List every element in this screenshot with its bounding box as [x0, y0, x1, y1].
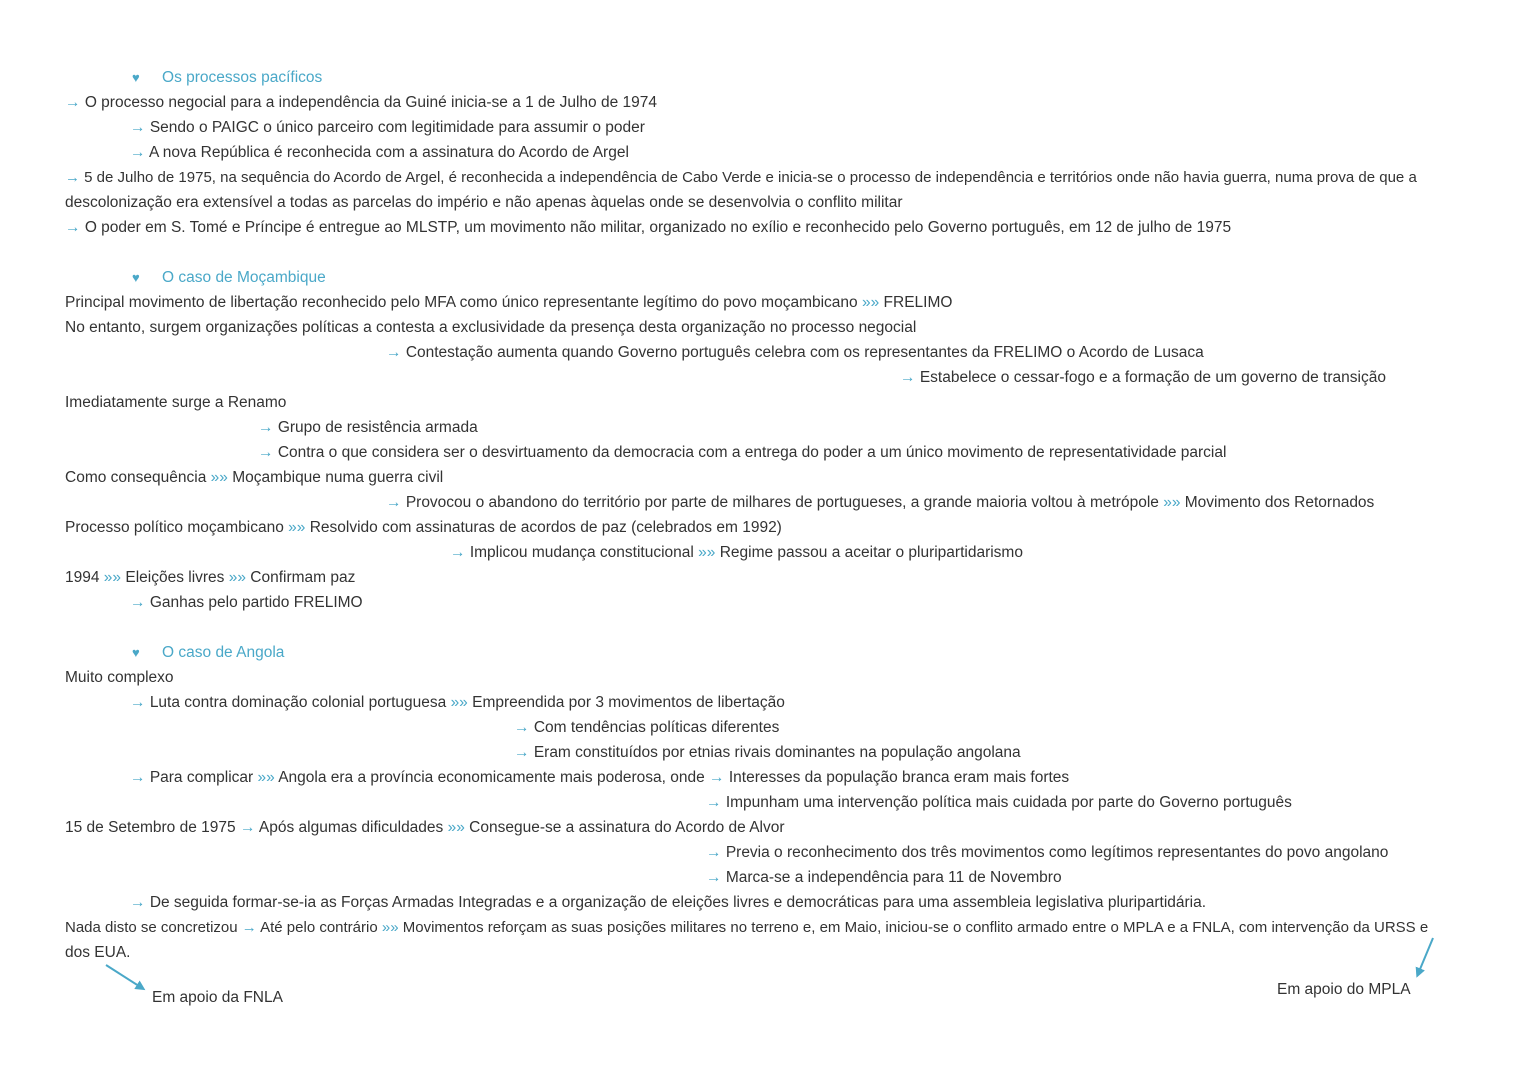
- text-line: → Impunham uma intervenção política mais cuidada por parte do Governo português: [706, 794, 1292, 811]
- heart-icon: ♥: [132, 70, 140, 85]
- arrow-icon: →: [706, 794, 722, 811]
- arrow-mpla-icon: [1418, 938, 1433, 974]
- text-line: Processo político moçambicano »» Resolvido com assinaturas de acordos de paz (celebrados em 1992): [65, 519, 782, 536]
- text-line: → O processo negocial para a independência da Guiné inicia-se a 1 de Julho de 1974: [65, 94, 657, 111]
- text-line: → Com tendências políticas diferentes: [514, 719, 780, 736]
- section-title: O caso de Moçambique: [162, 269, 326, 286]
- arrow-icon: →: [450, 544, 466, 561]
- arrow-icon: →: [258, 444, 274, 461]
- text-line: → De seguida formar-se-ia as Forças Armadas Integradas e a organização de eleições livres e democráticas para uma assembleia legislativa pluripartidária.: [130, 894, 1207, 911]
- heart-icon: ♥: [132, 270, 140, 285]
- text-line: → Previa o reconhecimento dos três movimentos como legítimos representantes do povo angolano: [706, 844, 1389, 861]
- separator-icon: »»: [103, 569, 122, 586]
- arrow-icon: →: [130, 144, 146, 161]
- arrow-icon: →: [241, 919, 257, 936]
- text-line: → Luta contra dominação colonial portuguesa »» Empreendida por 3 movimentos de libertação: [130, 694, 785, 711]
- text-line: → Ganhas pelo partido FRELIMO: [130, 594, 363, 611]
- arrow-icon: →: [386, 494, 402, 511]
- arrow-icon: →: [130, 119, 146, 136]
- text-line: No entanto, surgem organizações políticas a contesta a exclusividade da presença desta organização no processo negocial: [65, 319, 917, 336]
- arrow-icon: →: [65, 169, 80, 186]
- text-line: → O poder em S. Tomé e Príncipe é entregue ao MLSTP, um movimento não militar, organizado no exílio e reconhecido pelo Governo português, em 12 de julho de 1975: [65, 219, 1232, 236]
- section-heading-pacificos: [132, 65, 322, 90]
- arrow-icon: →: [65, 94, 81, 111]
- text-line: 1994 »» Eleições livres »» Confirmam paz: [65, 569, 356, 586]
- text-line: → Grupo de resistência armada: [258, 419, 478, 436]
- text-line: → Provocou o abandono do território por parte de milhares de portugueses, a grande maioria voltou à metrópole »» Movimento dos Retornados: [386, 494, 1375, 511]
- text-line: 15 de Setembro de 1975 → Após algumas dificuldades »» Consegue-se a assinatura do Acordo de Alvor: [65, 819, 785, 836]
- arrow-icon: →: [130, 769, 146, 786]
- text-line: → Eram constituídos por etnias rivais dominantes na população angolana: [514, 744, 1021, 761]
- separator-icon: »»: [257, 769, 275, 786]
- arrow-icon: →: [514, 719, 530, 736]
- separator-icon: »»: [210, 469, 228, 486]
- separator-icon: »»: [228, 569, 246, 586]
- annotation-mpla: Em apoio do MPLA: [1277, 981, 1411, 998]
- arrow-icon: →: [709, 769, 725, 786]
- arrow-icon: →: [514, 744, 530, 761]
- heart-icon: ♥: [132, 645, 140, 660]
- text-line: → Contra o que considera ser o desvirtuamento da democracia com a entrega do poder a um único movimento de representatividade parcial: [258, 444, 1227, 461]
- separator-icon: »»: [861, 294, 880, 311]
- text-line: dos EUA.: [65, 944, 131, 961]
- text-line: Imediatamente surge a Renamo: [65, 394, 287, 411]
- section-heading-mocambique: [132, 265, 326, 290]
- text-line: → A nova República é reconhecida com a assinatura do Acordo de Argel: [130, 144, 629, 161]
- separator-icon: »»: [381, 919, 399, 936]
- text-line: Nada disto se concretizou → Até pelo contrário »» Movimentos reforçam as suas posições militares no terreno e, em Maio, iniciou-se o conflito armado entre o MPLA e a FNLA, com intervenção da URSS e: [65, 919, 1429, 936]
- text-line: Muito complexo: [65, 669, 174, 686]
- text-line: → Marca-se a independência para 11 de Novembro: [706, 869, 1062, 886]
- arrow-icon: →: [386, 344, 402, 361]
- arrow-icon: →: [706, 844, 722, 861]
- annotation-fnla: Em apoio da FNLA: [152, 989, 283, 1006]
- text-line: → Estabelece o cessar-fogo e a formação de um governo de transição: [900, 369, 1386, 386]
- separator-icon: »»: [698, 544, 716, 561]
- arrow-icon: →: [239, 819, 256, 836]
- separator-icon: »»: [288, 519, 306, 536]
- arrow-icon: →: [130, 694, 146, 711]
- arrow-icon: →: [258, 419, 274, 436]
- separator-icon: »»: [450, 694, 468, 711]
- section-heading-angola: [132, 640, 284, 665]
- text-line: → Para complicar »» Angola era a província economicamente mais poderosa, onde → Interesses da população branca eram mais fortes: [130, 769, 1070, 786]
- arrow-icon: →: [65, 219, 81, 236]
- text-line: → Sendo o PAIGC o único parceiro com legitimidade para assumir o poder: [130, 119, 645, 136]
- text-line: Principal movimento de libertação reconhecido pelo MFA como único representante legítimo do povo moçambicano »» FRELIMO: [65, 294, 953, 311]
- text-line: Como consequência »» Moçambique numa guerra civil: [65, 469, 444, 486]
- separator-icon: »»: [447, 819, 465, 836]
- text-line: → 5 de Julho de 1975, na sequência do Acordo de Argel, é reconhecida a independência de Cabo Verde e inicia-se o processo de independência e territórios onde não havia guerra, numa prova de que a: [65, 169, 1417, 186]
- arrow-icon: →: [130, 894, 146, 911]
- section-title: Os processos pacíficos: [162, 69, 323, 86]
- text-line: → Contestação aumenta quando Governo português celebra com os representantes da FRELIMO o Acordo de Lusaca: [386, 344, 1204, 361]
- separator-icon: »»: [1163, 494, 1181, 511]
- text-line: → Implicou mudança constitucional »» Regime passou a aceitar o pluripartidarismo: [450, 544, 1023, 561]
- arrow-icon: →: [706, 869, 722, 886]
- arrow-icon: →: [900, 369, 916, 386]
- arrow-fnla-icon: [106, 965, 142, 988]
- arrow-icon: →: [130, 594, 146, 611]
- text-line: descolonização era extensível a todas as parcelas do império e não apenas àquelas onde se desenvolvia o conflito militar: [65, 194, 903, 211]
- section-title: O caso de Angola: [162, 644, 285, 661]
